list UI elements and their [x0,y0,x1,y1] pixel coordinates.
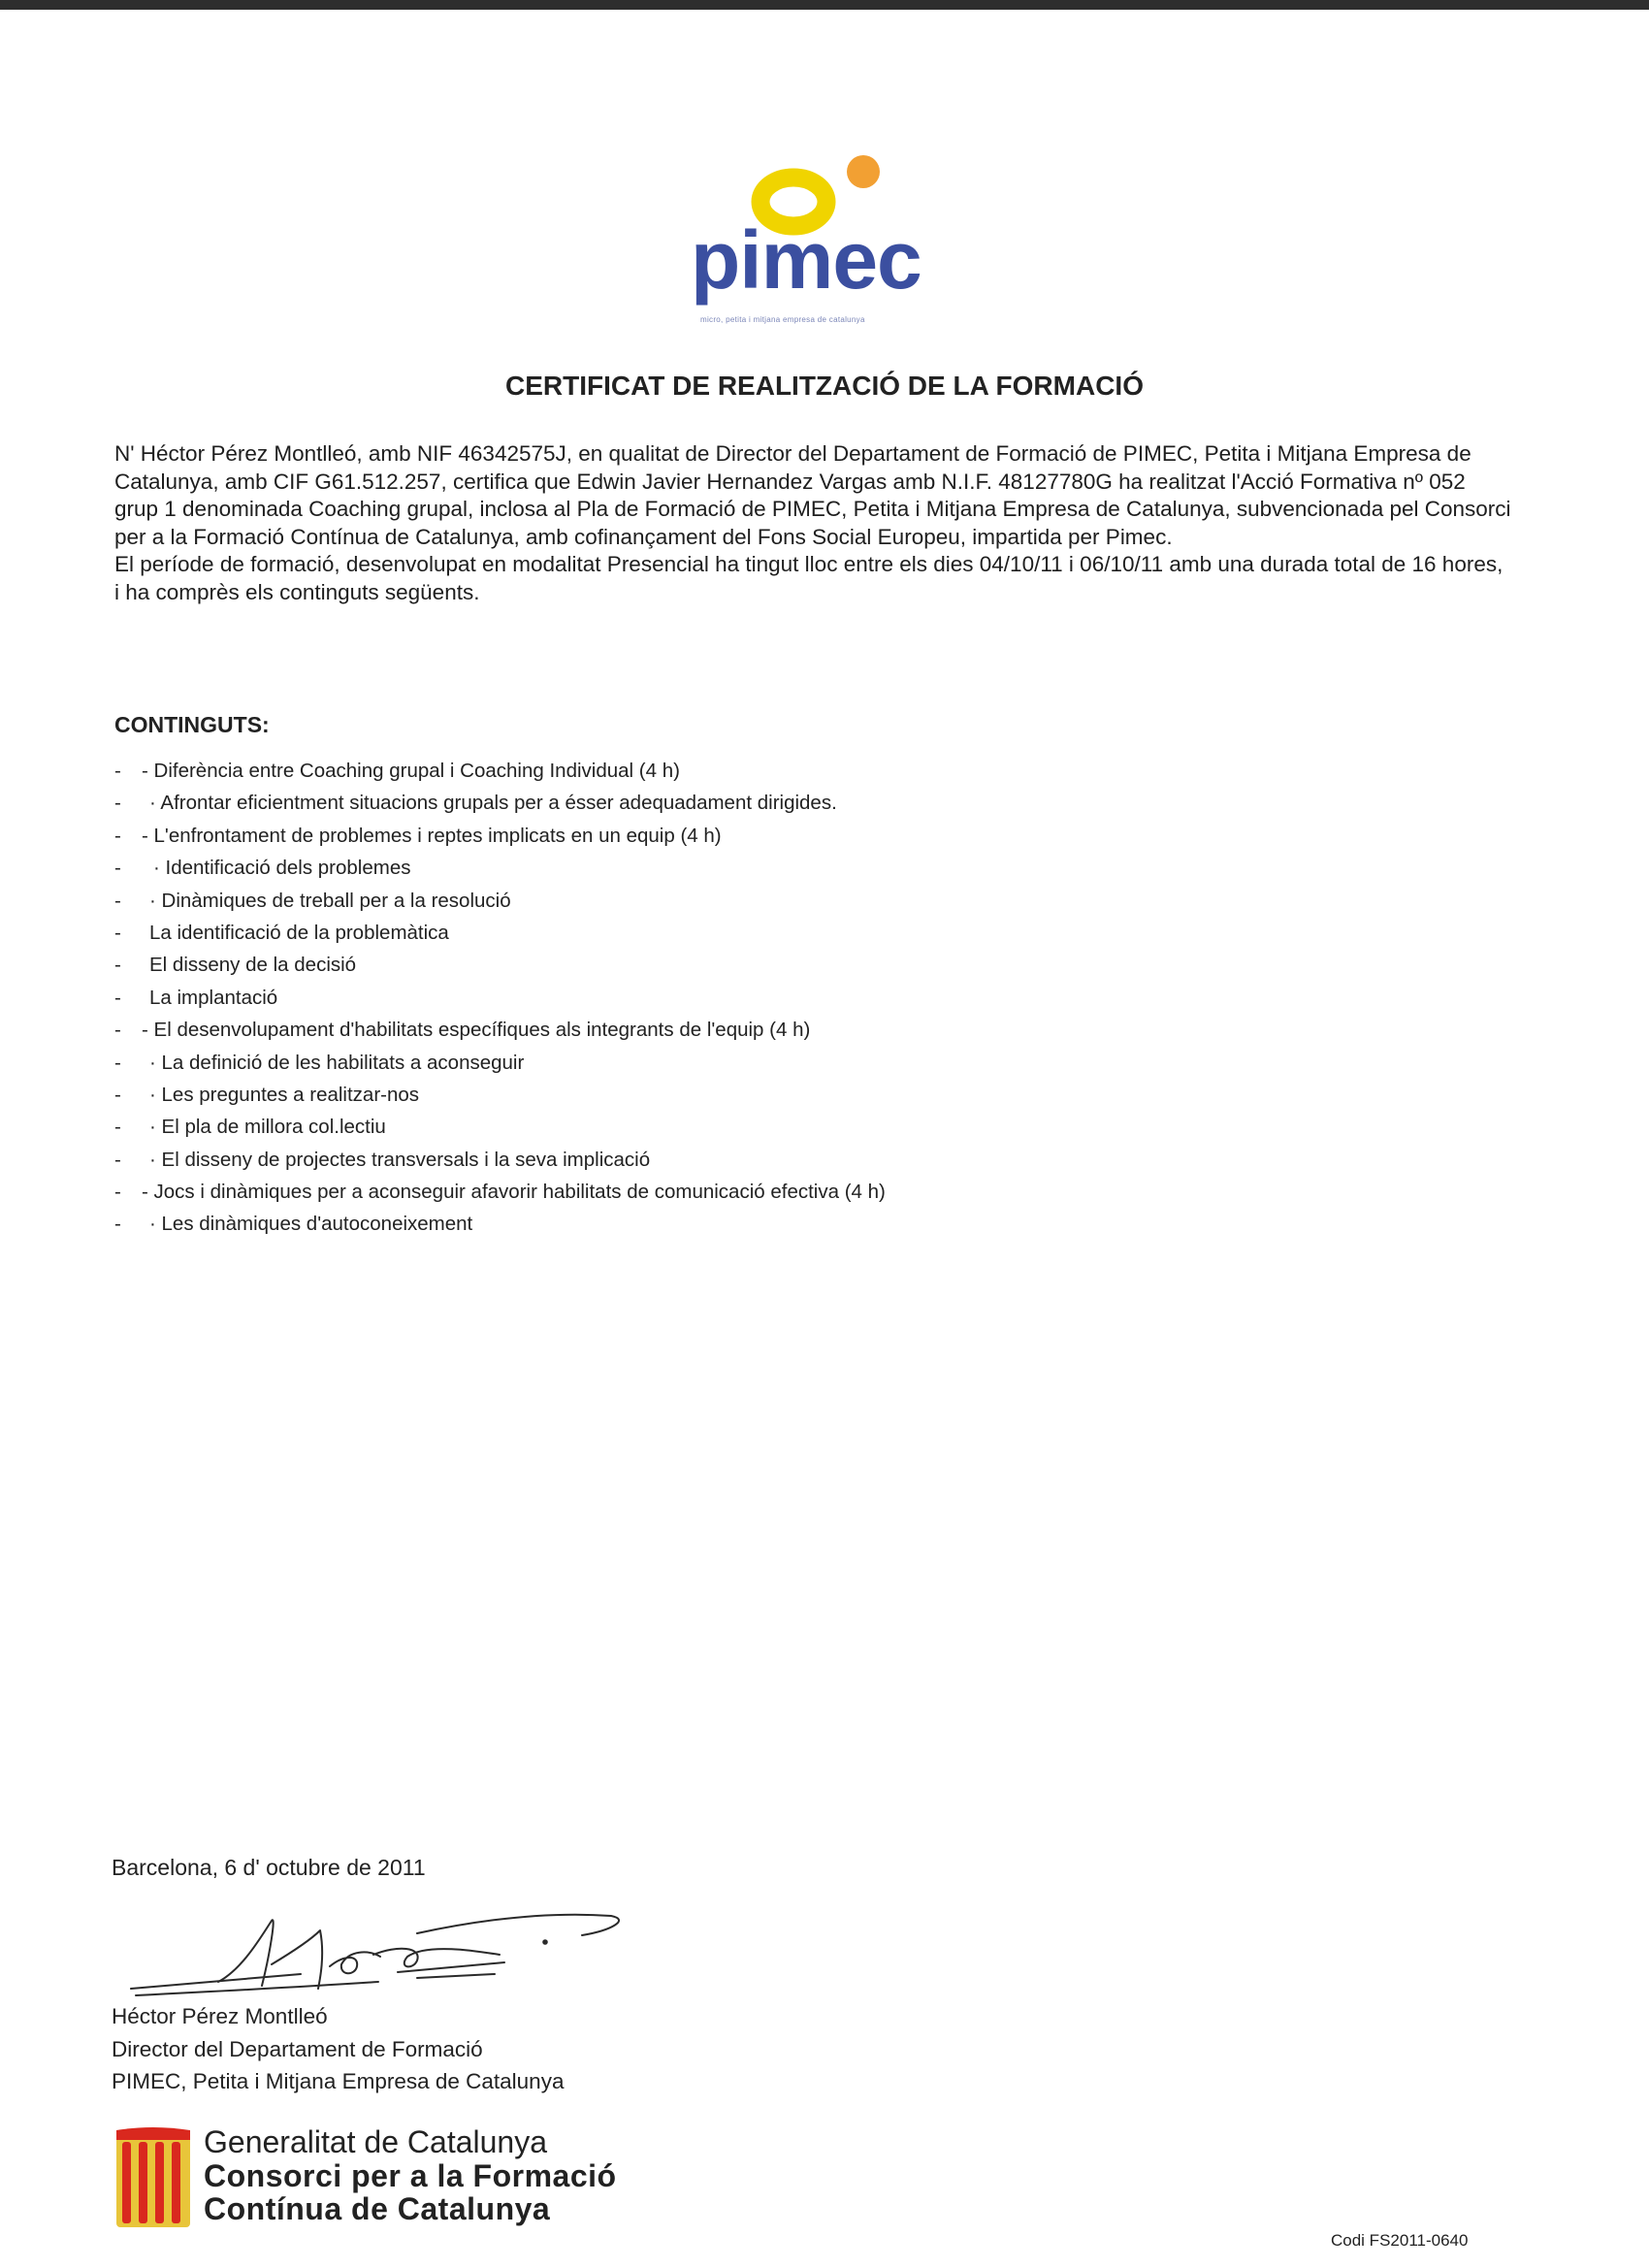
item-text: - Jocs i dinàmiques per a aconseguir afavorir habilitats de comunicació efectiva (4 h) [142,1181,886,1204]
generalitat-line-1: Generalitat de Catalunya [204,2124,547,2159]
item-dash: - [114,1148,121,1171]
contents-heading: CONTINGUTS: [114,712,270,737]
item-dash: - [114,889,121,912]
item-dash: - [114,857,121,880]
item-dash: - [114,1019,121,1042]
body-paragraph-2: El període de formació, desenvolupat en modalitat Presencial ha tingut lloc entre els dies 04/10/11 i 06/10/11 amb una durada total de 16 hores, i ha comprès els continguts següents. [114,552,1504,604]
contents-item [114,1014,1084,1046]
item-dash: - [114,921,121,944]
item-dash: - [114,1116,121,1139]
item-text: · El disseny de projectes transversals i la seva implicació [149,1148,651,1171]
signer-name: Héctor Pérez Montlleó [112,2004,328,2028]
item-text: · Les dinàmiques d'autoconeixement [149,1213,473,1236]
item-text: · Afrontar eficientment situacions grupals per a ésser adequadament dirigides. [149,792,837,815]
item-text: · Dinàmiques de treball per a la resolució [149,889,511,912]
item-text: · La definició de les habilitats a aconseguir [149,1051,525,1074]
generalitat-line-3: Contínua de Catalunya [204,2191,551,2226]
emblem-bar [155,2142,164,2223]
generalitat-line-2: Consorci per a la Formació [204,2158,617,2193]
contents-item [114,852,1084,884]
item-text: La implantació [149,986,278,1009]
scan-top-border [0,0,1649,10]
item-text: · El pla de millora col.lectiu [149,1116,386,1139]
item-dash: - [114,1083,121,1106]
pimec-logo [679,146,960,340]
emblem-bar [122,2142,131,2223]
item-text: El disseny de la decisió [149,954,357,977]
signer-role: Director del Departament de Formació [112,2036,483,2061]
item-dash: - [114,986,121,1009]
pimec-tagline: micro, petita i mitjana empresa de catalunya [700,315,865,324]
emblem-bar [172,2142,180,2223]
item-dash: - [114,792,121,815]
generalitat-text [204,2124,617,2225]
contents-list [114,755,1084,1241]
contents-item [114,1144,1084,1176]
contents-item [114,885,1084,917]
document-code: Codi FS2011-0640 [1331,2231,1469,2250]
contents-item [114,820,1084,852]
signer-organization: PIMEC, Petita i Mitjana Empresa de Catalunya [112,2069,565,2093]
signer-block [112,2000,564,2098]
contents-item [114,787,1084,819]
item-dash: - [114,824,121,847]
item-text: · Les preguntes a realitzar-nos [149,1083,420,1106]
item-dash: - [114,760,121,782]
certificate-title: CERTIFICAT DE REALITZACIÓ DE LA FORMACIÓ [505,371,1144,401]
item-text: - Diferència entre Coaching grupal i Coaching Individual (4 h) [142,760,680,782]
senyera-emblem-icon [114,2126,192,2231]
contents-item [114,949,1084,981]
certificate-body [114,440,1511,606]
contents-item [114,982,1084,1014]
contents-item [114,1208,1084,1240]
item-text: La identificació de la problemàtica [149,921,449,944]
item-text: - El desenvolupament d'habilitats específiques als integrants de l'equip (4 h) [142,1019,811,1042]
contents-item [114,755,1084,787]
item-dash: - [114,1213,121,1236]
handwritten-signature [126,1896,630,2003]
pimec-wordmark: pimec [691,214,922,306]
item-text: · Identificació dels problemes [153,857,411,880]
item-dash: - [114,954,121,977]
item-text: - L'enfrontament de problemes i reptes implicats en un equip (4 h) [142,824,722,847]
contents-item [114,1176,1084,1208]
contents-item [114,917,1084,949]
place-date: Barcelona, 6 d' octubre de 2011 [112,1855,426,1880]
contents-item [114,1047,1084,1079]
contents-item [114,1111,1084,1143]
body-paragraph-1: N' Héctor Pérez Montlleó, amb NIF 46342575J, en qualitat de Director del Departament de Formació de PIMEC, Petita i Mitjana Empresa de Catalunya, amb CIF G61.512.257, certifica que Edwin Javier Hernandez Vargas amb N.I.F. 48127780G ha realitzat l'Acció Formativa nº 052 grup 1 denominada Coaching grupal, inclosa al Pla de Formació de PIMEC, Petita i Mitjana Empresa de Catalunya, subvencionada pel Consorci per a la Formació Contínua de Catalunya, amb cofinançament del Fons Social Europeu, impartida per Pimec. [114,441,1511,549]
item-dash: - [114,1051,121,1074]
item-dash: - [114,1181,121,1204]
emblem-bar [139,2142,147,2223]
contents-item [114,1079,1084,1111]
generalitat-logo [114,2126,658,2233]
